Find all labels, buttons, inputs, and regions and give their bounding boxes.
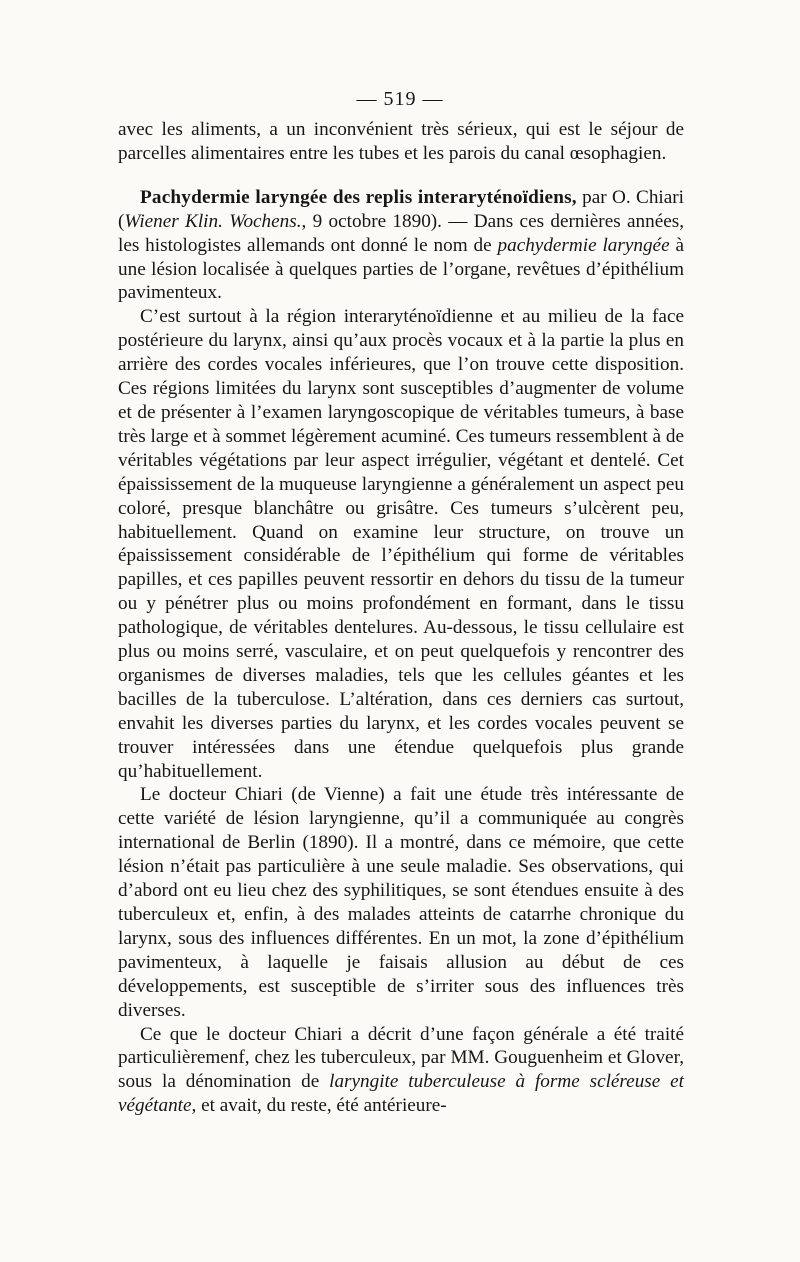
page-number: — 519 — xyxy=(356,88,444,110)
journal-title: Wiener Klin. Wochens. xyxy=(124,210,302,232)
paragraph-description: C’est surtout à la région interaryténoïdienne et au milieu de la face postérieure du larynx, ainsi qu’aux procès vocaux et à la partie la plus en arrière des cordes vocales inférieures, que l’on trouve cette disposition. Ces régions limitées du larynx sont susceptibles d’augmenter de volume et de présenter à l’examen laryngoscopique de véritables tumeurs, à base très large et à sommet légèrement acuminé. Ces tumeurs ressemblent à de véritables végétations par leur aspect irrégulier, végétant et dentelé. Cet épaississement de la muqueuse laryngienne a généralement un aspect peu coloré, presque blanchâtre ou grisâtre. Ces tumeurs s’ulcèrent peu, habituellement. Quand on examine leur structure, on trouve un épaississement considérable de l’épithélium qui forme de véritables papilles, et ces papilles peuvent ressortir en dehors du tissu de la tumeur ou y pénétrer plus ou moins profondément en formant, dans le tissu pathologique, de véritables dentelures. Au-dessous, le tissu cellulaire est plus ou moins serré, vasculaire, et on peut quelquefois y rencontrer des organismes de diverses maladies, tels que les cellules géantes et les bacilles de la tuberculose. L’altération, dans ces derniers cas surtout, envahit les diverses parties du larynx, et les cordes vocales peuvent se trouver intéressées dans une étendue quelquefois plus grande qu’habituellement. xyxy=(118,306,684,782)
article-heading: Pachydermie laryngée des replis interaryténoïdiens, xyxy=(140,186,577,208)
body-text xyxy=(118,118,684,1118)
term-pachydermie: pachydermie laryngée xyxy=(497,234,670,256)
term-laryngite: laryngite tuberculeuse à forme scléreuse et végétante, xyxy=(118,1071,685,1117)
paragraph-gouguenheim xyxy=(118,1023,684,1119)
article-intro: , 9 octobre 1890). — Dans ces dernières années, les histologistes allemands ont donné le nom de xyxy=(118,210,685,256)
paragraph-gouguenheim-end: et avait, du reste, été antérieure- xyxy=(196,1095,447,1117)
paragraph-article-header xyxy=(118,186,684,306)
article-intro-end: à une lésion localisée à quelques parties de l’organe, revêtues d’épithélium pavimenteux. xyxy=(118,234,684,304)
paragraph-continuation: avec les aliments, a un inconvénient très sérieux, qui est le séjour de parcelles alimentaires entre les tubes et les parois du canal œsophagien. xyxy=(118,119,684,164)
article-author: par O. Chiari ( xyxy=(118,186,684,232)
section-gap xyxy=(118,166,684,186)
paragraph-gouguenheim-start: Ce que le docteur Chiari a décrit d’une façon générale a été traité particulièremenf, chez les tuberculeux, par MM. Gouguenheim et Glover, sous la dénomination de xyxy=(118,1023,684,1093)
paragraph-chiari: Le docteur Chiari (de Vienne) a fait une étude très intéressante de cette variété de lésion laryngienne, qu’il a communiquée au congrès international de Berlin (1890). Il a montré, dans ce mémoire, que cette lésion n’était pas particulière à une seule maladie. Ses observations, qui d’abord ont eu lieu chez des syphilitiques, se sont étendues ensuite à des tuberculeux et, enfin, à des malades atteints de catarrhe chronique du larynx, sous des influences différentes. En un mot, la zone d’épithélium pavimenteux, à laquelle je faisais allusion au début de ces développements, est susceptible de s’irriter sous des influences très diverses. xyxy=(118,784,684,1021)
